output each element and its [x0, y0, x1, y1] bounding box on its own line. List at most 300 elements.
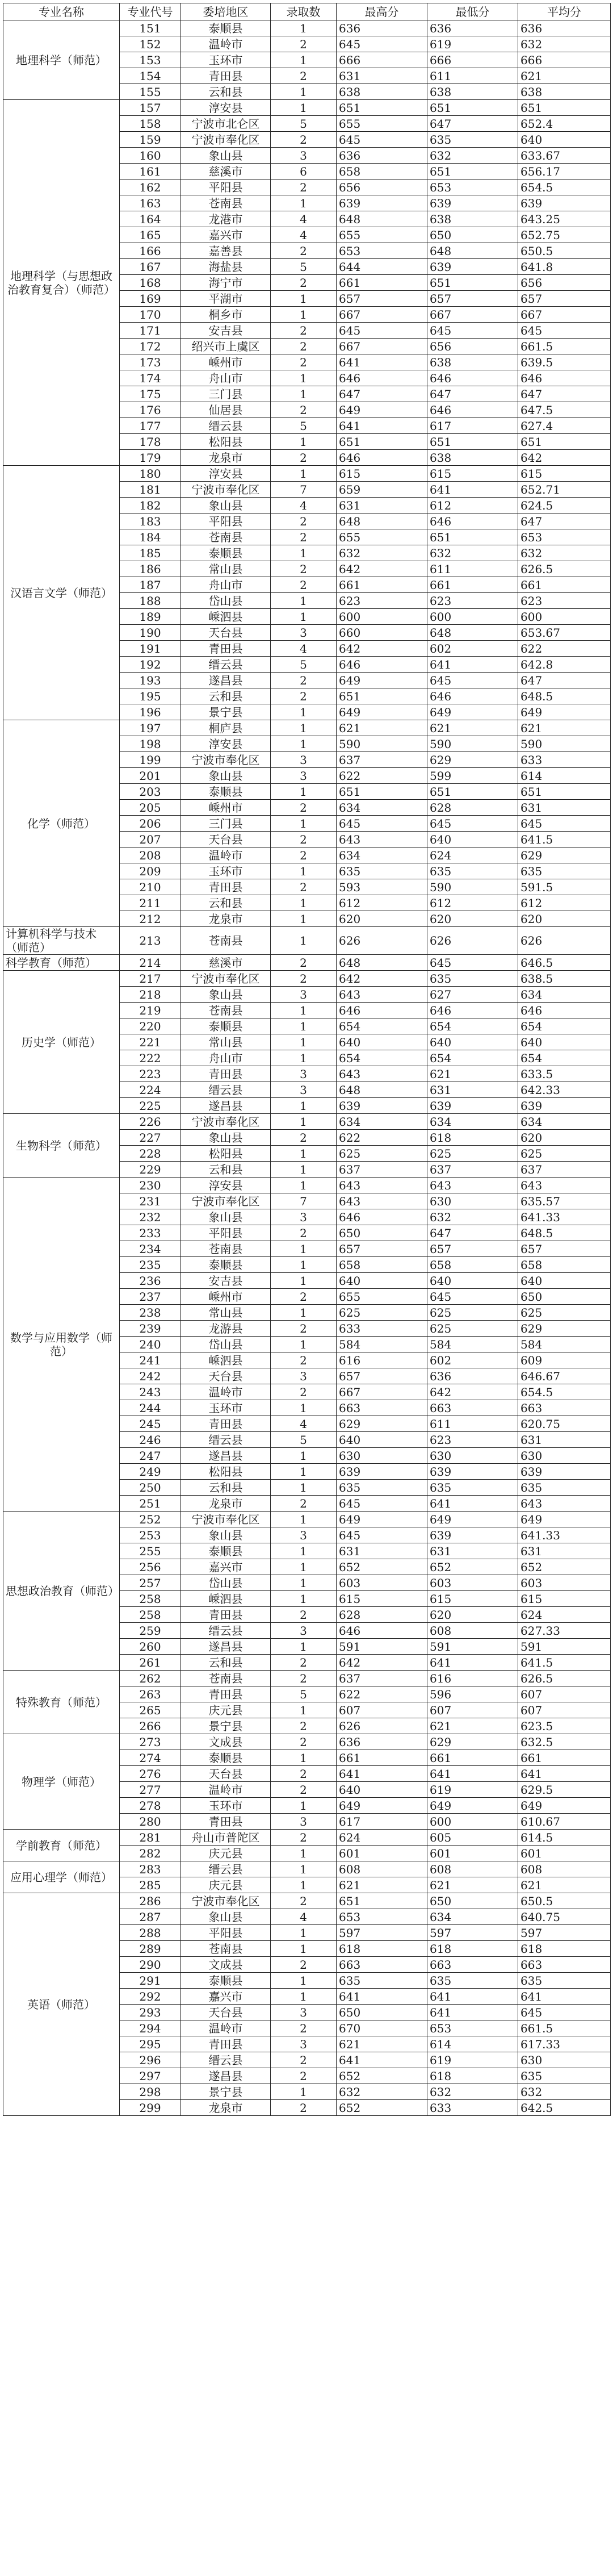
admitted-count-cell: 3: [271, 2005, 337, 2020]
major-code-cell: 159: [120, 132, 181, 148]
max-score-cell: 646: [337, 450, 427, 466]
max-score-cell: 659: [337, 482, 427, 498]
min-score-cell: 611: [427, 561, 518, 577]
major-code-cell: 161: [120, 164, 181, 179]
min-score-cell: 661: [427, 1750, 518, 1766]
min-score-cell: 612: [427, 498, 518, 513]
admitted-count-cell: 1: [271, 307, 337, 323]
avg-score-cell: 648.5: [518, 688, 611, 704]
admitted-count-cell: 2: [271, 1130, 337, 1146]
major-code-cell: 223: [120, 1066, 181, 1082]
max-score-cell: 657: [337, 291, 427, 307]
min-score-cell: 631: [427, 1543, 518, 1559]
major-code-cell: 296: [120, 2052, 181, 2068]
major-code-cell: 250: [120, 1480, 181, 1496]
admitted-count-cell: 1: [271, 927, 337, 955]
min-score-cell: 629: [427, 1734, 518, 1750]
admitted-count-cell: 2: [271, 955, 337, 971]
region-cell: 绍兴市上虞区: [181, 339, 271, 354]
admitted-count-cell: 2: [271, 402, 337, 418]
max-score-cell: 670: [337, 2020, 427, 2036]
min-score-cell: 624: [427, 847, 518, 863]
major-code-cell: 158: [120, 116, 181, 132]
avg-score-cell: 618: [518, 1941, 611, 1957]
max-score-cell: 645: [337, 1496, 427, 1512]
avg-score-cell: 641.33: [518, 1527, 611, 1543]
min-score-cell: 597: [427, 1925, 518, 1941]
avg-score-cell: 649: [518, 1512, 611, 1527]
max-score-cell: 663: [337, 1957, 427, 1973]
avg-score-cell: 646.67: [518, 1368, 611, 1384]
region-cell: 苍南县: [181, 529, 271, 545]
avg-score-cell: 650.5: [518, 243, 611, 259]
region-cell: 嵊州市: [181, 800, 271, 816]
region-cell: 苍南县: [181, 1003, 271, 1018]
min-score-cell: 661: [427, 577, 518, 593]
max-score-cell: 639: [337, 1464, 427, 1480]
max-score-cell: 629: [337, 1416, 427, 1432]
min-score-cell: 640: [427, 1034, 518, 1050]
admitted-count-cell: 1: [271, 100, 337, 116]
major-code-cell: 176: [120, 402, 181, 418]
major-name-cell: 历史学（师范）: [3, 971, 120, 1114]
avg-score-cell: 623.5: [518, 1718, 611, 1734]
region-cell: 云和县: [181, 84, 271, 100]
max-score-cell: 639: [337, 1098, 427, 1114]
avg-score-cell: 622: [518, 641, 611, 657]
major-code-cell: 236: [120, 1273, 181, 1289]
min-score-cell: 663: [427, 1957, 518, 1973]
avg-score-cell: 607: [518, 1702, 611, 1718]
major-code-cell: 255: [120, 1543, 181, 1559]
region-cell: 嵊泗县: [181, 1591, 271, 1607]
max-score-cell: 637: [337, 752, 427, 768]
admitted-count-cell: 2: [271, 339, 337, 354]
admitted-count-cell: 1: [271, 1178, 337, 1193]
region-cell: 龙港市: [181, 211, 271, 227]
major-code-cell: 218: [120, 987, 181, 1003]
admitted-count-cell: 1: [271, 1591, 337, 1607]
major-code-cell: 197: [120, 720, 181, 736]
min-score-cell: 635: [427, 1973, 518, 1989]
major-code-cell: 163: [120, 195, 181, 211]
major-code-cell: 184: [120, 529, 181, 545]
region-cell: 慈溪市: [181, 955, 271, 971]
max-score-cell: 635: [337, 863, 427, 879]
admitted-count-cell: 1: [271, 291, 337, 307]
avg-score-cell: 652.4: [518, 116, 611, 132]
max-score-cell: 640: [337, 1034, 427, 1050]
region-cell: 嵊泗县: [181, 1352, 271, 1368]
major-code-cell: 160: [120, 148, 181, 164]
region-cell: 宁波市奉化区: [181, 1114, 271, 1130]
min-score-cell: 621: [427, 1877, 518, 1893]
max-score-cell: 615: [337, 466, 427, 482]
max-score-cell: 621: [337, 2036, 427, 2052]
admitted-count-cell: 2: [271, 832, 337, 847]
max-score-cell: 654: [337, 1050, 427, 1066]
admitted-count-cell: 2: [271, 2068, 337, 2084]
region-cell: 象山县: [181, 768, 271, 784]
admitted-count-cell: 3: [271, 752, 337, 768]
admitted-count-cell: 1: [271, 704, 337, 720]
max-score-cell: 617: [337, 1814, 427, 1830]
avg-score-cell: 646.5: [518, 955, 611, 971]
admitted-count-cell: 2: [271, 1734, 337, 1750]
min-score-cell: 648: [427, 625, 518, 641]
min-score-cell: 602: [427, 641, 518, 657]
avg-score-cell: 667: [518, 307, 611, 323]
admitted-count-cell: 1: [271, 609, 337, 625]
avg-score-cell: 610.67: [518, 1814, 611, 1830]
region-cell: 舟山市普陀区: [181, 1830, 271, 1846]
admitted-count-cell: 3: [271, 1527, 337, 1543]
max-score-cell: 631: [337, 498, 427, 513]
region-cell: 宁波市奉化区: [181, 1512, 271, 1527]
region-cell: 庆元县: [181, 1702, 271, 1718]
table-body: [3, 20, 611, 2116]
avg-score-cell: 630: [518, 1448, 611, 1464]
col-header-min-score: 最低分: [427, 3, 518, 20]
region-cell: 青田县: [181, 641, 271, 657]
region-cell: 松阳县: [181, 434, 271, 450]
min-score-cell: 651: [427, 434, 518, 450]
max-score-cell: 600: [337, 609, 427, 625]
major-code-cell: 291: [120, 1973, 181, 1989]
region-cell: 玉环市: [181, 1400, 271, 1416]
min-score-cell: 584: [427, 1337, 518, 1352]
avg-score-cell: 620: [518, 911, 611, 927]
avg-score-cell: 658: [518, 1257, 611, 1273]
max-score-cell: 649: [337, 673, 427, 688]
region-cell: 景宁县: [181, 1718, 271, 1734]
region-cell: 平阳县: [181, 513, 271, 529]
major-code-cell: 188: [120, 593, 181, 609]
region-cell: 苍南县: [181, 1671, 271, 1686]
region-cell: 天台县: [181, 1368, 271, 1384]
major-code-cell: 199: [120, 752, 181, 768]
major-code-cell: 258: [120, 1607, 181, 1623]
max-score-cell: 638: [337, 84, 427, 100]
min-score-cell: 617: [427, 418, 518, 434]
max-score-cell: 649: [337, 1512, 427, 1527]
admitted-count-cell: 1: [271, 1559, 337, 1575]
major-code-cell: 238: [120, 1305, 181, 1321]
admitted-count-cell: 2: [271, 1384, 337, 1400]
max-score-cell: 651: [337, 784, 427, 800]
region-cell: 海宁市: [181, 275, 271, 291]
max-score-cell: 667: [337, 1384, 427, 1400]
avg-score-cell: 632.5: [518, 1734, 611, 1750]
min-score-cell: 636: [427, 1368, 518, 1384]
min-score-cell: 652: [427, 1559, 518, 1575]
min-score-cell: 651: [427, 529, 518, 545]
major-code-cell: 157: [120, 100, 181, 116]
region-cell: 宁波市奉化区: [181, 482, 271, 498]
admitted-count-cell: 3: [271, 987, 337, 1003]
min-score-cell: 607: [427, 1702, 518, 1718]
major-code-cell: 220: [120, 1018, 181, 1034]
max-score-cell: 648: [337, 211, 427, 227]
min-score-cell: 619: [427, 36, 518, 52]
admitted-count-cell: 2: [271, 275, 337, 291]
region-cell: 云和县: [181, 895, 271, 911]
min-score-cell: 646: [427, 688, 518, 704]
avg-score-cell: 625: [518, 1305, 611, 1321]
avg-score-cell: 642: [518, 450, 611, 466]
region-cell: 嵊泗县: [181, 609, 271, 625]
avg-score-cell: 607: [518, 1686, 611, 1702]
max-score-cell: 651: [337, 688, 427, 704]
admitted-count-cell: 1: [271, 816, 337, 832]
major-code-cell: 241: [120, 1352, 181, 1368]
admitted-count-cell: 1: [271, 1034, 337, 1050]
table-row: [3, 466, 611, 482]
min-score-cell: 654: [427, 1018, 518, 1034]
avg-score-cell: 640: [518, 1273, 611, 1289]
min-score-cell: 608: [427, 1623, 518, 1639]
avg-score-cell: 635: [518, 2068, 611, 2084]
major-code-cell: 187: [120, 577, 181, 593]
max-score-cell: 646: [337, 1623, 427, 1639]
major-code-cell: 283: [120, 1861, 181, 1877]
region-cell: 云和县: [181, 1480, 271, 1496]
region-cell: 青田县: [181, 879, 271, 895]
region-cell: 岱山县: [181, 1575, 271, 1591]
major-code-cell: 213: [120, 927, 181, 955]
admitted-count-cell: 2: [271, 847, 337, 863]
admitted-count-cell: 1: [271, 1702, 337, 1718]
region-cell: 象山县: [181, 148, 271, 164]
min-score-cell: 611: [427, 68, 518, 84]
admitted-count-cell: 1: [271, 736, 337, 752]
table-row: [3, 955, 611, 971]
region-cell: 泰顺县: [181, 1018, 271, 1034]
min-score-cell: 629: [427, 752, 518, 768]
min-score-cell: 657: [427, 1241, 518, 1257]
min-score-cell: 599: [427, 768, 518, 784]
region-cell: 仙居县: [181, 402, 271, 418]
major-code-cell: 222: [120, 1050, 181, 1066]
max-score-cell: 650: [337, 1225, 427, 1241]
max-score-cell: 632: [337, 2084, 427, 2100]
max-score-cell: 634: [337, 1114, 427, 1130]
region-cell: 缙云县: [181, 2052, 271, 2068]
region-cell: 缙云县: [181, 418, 271, 434]
region-cell: 平阳县: [181, 1225, 271, 1241]
max-score-cell: 601: [337, 1846, 427, 1861]
max-score-cell: 661: [337, 577, 427, 593]
min-score-cell: 620: [427, 1607, 518, 1623]
max-score-cell: 648: [337, 955, 427, 971]
major-code-cell: 290: [120, 1957, 181, 1973]
max-score-cell: 618: [337, 1941, 427, 1957]
major-code-cell: 288: [120, 1925, 181, 1941]
admitted-count-cell: 1: [271, 84, 337, 100]
region-cell: 舟山市: [181, 370, 271, 386]
major-code-cell: 177: [120, 418, 181, 434]
max-score-cell: 625: [337, 1146, 427, 1162]
region-cell: 龙泉市: [181, 911, 271, 927]
max-score-cell: 653: [337, 1909, 427, 1925]
min-score-cell: 625: [427, 1305, 518, 1321]
region-cell: 景宁县: [181, 704, 271, 720]
min-score-cell: 651: [427, 784, 518, 800]
major-code-cell: 217: [120, 971, 181, 987]
major-code-cell: 289: [120, 1941, 181, 1957]
region-cell: 庆元县: [181, 1877, 271, 1893]
min-score-cell: 651: [427, 100, 518, 116]
admitted-count-cell: 4: [271, 227, 337, 243]
max-score-cell: 649: [337, 402, 427, 418]
max-score-cell: 636: [337, 20, 427, 36]
max-score-cell: 647: [337, 386, 427, 402]
admitted-count-cell: 2: [271, 971, 337, 987]
header-row: [3, 3, 611, 20]
avg-score-cell: 654: [518, 1050, 611, 1066]
max-score-cell: 652: [337, 1559, 427, 1575]
region-cell: 云和县: [181, 1655, 271, 1671]
min-score-cell: 632: [427, 545, 518, 561]
major-code-cell: 168: [120, 275, 181, 291]
admitted-count-cell: 2: [271, 1957, 337, 1973]
max-score-cell: 616: [337, 1352, 427, 1368]
min-score-cell: 667: [427, 307, 518, 323]
major-code-cell: 221: [120, 1034, 181, 1050]
region-cell: 温岭市: [181, 1782, 271, 1798]
admitted-count-cell: 3: [271, 1814, 337, 1830]
max-score-cell: 646: [337, 1003, 427, 1018]
region-cell: 松阳县: [181, 1464, 271, 1480]
major-code-cell: 180: [120, 466, 181, 482]
max-score-cell: 633: [337, 1321, 427, 1337]
admitted-count-cell: 3: [271, 148, 337, 164]
major-code-cell: 292: [120, 1989, 181, 2005]
min-score-cell: 649: [427, 1798, 518, 1814]
avg-score-cell: 615: [518, 1591, 611, 1607]
admitted-count-cell: 3: [271, 1368, 337, 1384]
min-score-cell: 647: [427, 1225, 518, 1241]
avg-score-cell: 635: [518, 1973, 611, 1989]
major-code-cell: 274: [120, 1750, 181, 1766]
max-score-cell: 640: [337, 1782, 427, 1798]
major-code-cell: 228: [120, 1146, 181, 1162]
admitted-count-cell: 1: [271, 1162, 337, 1178]
avg-score-cell: 633.5: [518, 1066, 611, 1082]
max-score-cell: 651: [337, 434, 427, 450]
max-score-cell: 631: [337, 68, 427, 84]
min-score-cell: 625: [427, 1321, 518, 1337]
region-cell: 天台县: [181, 1766, 271, 1782]
major-code-cell: 242: [120, 1368, 181, 1384]
admitted-count-cell: 1: [271, 1798, 337, 1814]
admitted-count-cell: 2: [271, 354, 337, 370]
min-score-cell: 634: [427, 1114, 518, 1130]
region-cell: 龙泉市: [181, 1496, 271, 1512]
region-cell: 泰顺县: [181, 1973, 271, 1989]
major-code-cell: 153: [120, 52, 181, 68]
avg-score-cell: 626: [518, 927, 611, 955]
avg-score-cell: 654.5: [518, 179, 611, 195]
table-row: [3, 1861, 611, 1877]
region-cell: 云和县: [181, 1162, 271, 1178]
min-score-cell: 632: [427, 1209, 518, 1225]
region-cell: 青田县: [181, 1066, 271, 1082]
region-cell: 青田县: [181, 2036, 271, 2052]
avg-score-cell: 650.5: [518, 1893, 611, 1909]
min-score-cell: 590: [427, 879, 518, 895]
avg-score-cell: 631: [518, 1432, 611, 1448]
major-name-cell: 生物科学（师范）: [3, 1114, 120, 1178]
min-score-cell: 646: [427, 402, 518, 418]
region-cell: 泰顺县: [181, 20, 271, 36]
major-code-cell: 174: [120, 370, 181, 386]
max-score-cell: 630: [337, 1448, 427, 1464]
table-row: [3, 1671, 611, 1686]
min-score-cell: 654: [427, 1050, 518, 1066]
avg-score-cell: 661: [518, 1750, 611, 1766]
avg-score-cell: 647.5: [518, 402, 611, 418]
avg-score-cell: 626.5: [518, 1671, 611, 1686]
region-cell: 宁波市北仑区: [181, 116, 271, 132]
region-cell: 天台县: [181, 625, 271, 641]
admitted-count-cell: 1: [271, 895, 337, 911]
admitted-count-cell: 1: [271, 1846, 337, 1861]
admitted-count-cell: 2: [271, 1766, 337, 1782]
major-code-cell: 182: [120, 498, 181, 513]
major-code-cell: 151: [120, 20, 181, 36]
avg-score-cell: 663: [518, 1957, 611, 1973]
region-cell: 景宁县: [181, 2084, 271, 2100]
major-code-cell: 246: [120, 1432, 181, 1448]
avg-score-cell: 625: [518, 1146, 611, 1162]
major-name-cell: 地理科学（师范）: [3, 20, 120, 100]
max-score-cell: 624: [337, 1830, 427, 1846]
admitted-count-cell: 1: [271, 1273, 337, 1289]
max-score-cell: 626: [337, 1718, 427, 1734]
avg-score-cell: 661.5: [518, 339, 611, 354]
admitted-count-cell: 2: [271, 879, 337, 895]
min-score-cell: 626: [427, 927, 518, 955]
major-code-cell: 169: [120, 291, 181, 307]
major-code-cell: 193: [120, 673, 181, 688]
avg-score-cell: 641.8: [518, 259, 611, 275]
min-score-cell: 639: [427, 259, 518, 275]
region-cell: 嘉善县: [181, 243, 271, 259]
avg-score-cell: 621: [518, 68, 611, 84]
major-code-cell: 286: [120, 1893, 181, 1909]
avg-score-cell: 620: [518, 1130, 611, 1146]
avg-score-cell: 657: [518, 291, 611, 307]
avg-score-cell: 641: [518, 1766, 611, 1782]
admitted-count-cell: 1: [271, 466, 337, 482]
major-code-cell: 239: [120, 1321, 181, 1337]
max-score-cell: 641: [337, 2052, 427, 2068]
major-name-cell: 学前教育（师范）: [3, 1830, 120, 1861]
min-score-cell: 632: [427, 148, 518, 164]
avg-score-cell: 614: [518, 768, 611, 784]
major-code-cell: 154: [120, 68, 181, 84]
region-cell: 嵊州市: [181, 1289, 271, 1305]
avg-score-cell: 633: [518, 752, 611, 768]
max-score-cell: 655: [337, 227, 427, 243]
major-code-cell: 260: [120, 1639, 181, 1655]
max-score-cell: 636: [337, 148, 427, 164]
min-score-cell: 638: [427, 211, 518, 227]
max-score-cell: 655: [337, 1289, 427, 1305]
table-row: [3, 1114, 611, 1130]
region-cell: 苍南县: [181, 927, 271, 955]
